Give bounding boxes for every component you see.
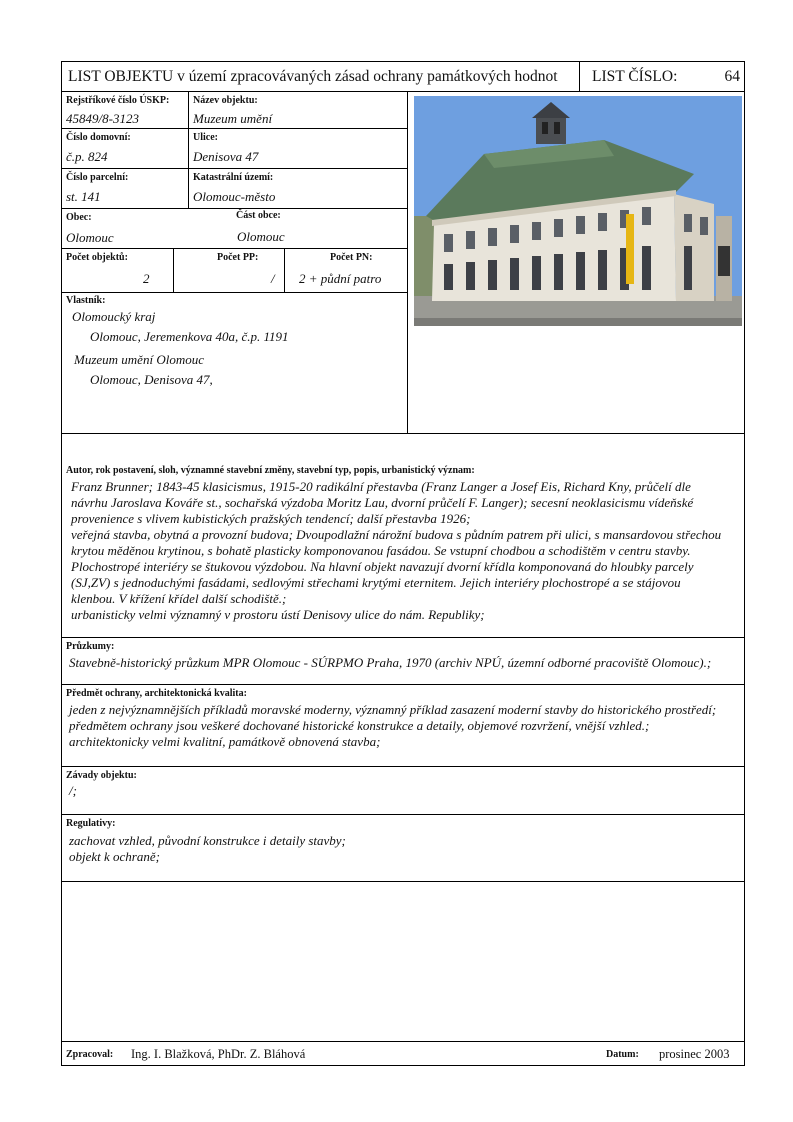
house-number-value: č.p. 824: [66, 149, 108, 164]
divider: [62, 684, 744, 685]
pp-count-label: Počet PP:: [217, 252, 259, 263]
divider: [62, 433, 744, 434]
sheet-title: LIST OBJEKTU v území zpracovávaných zásad ochrany památkových hodnot: [68, 68, 558, 85]
divider: [62, 1041, 744, 1042]
municipality-label: Obec:: [66, 212, 92, 223]
parcel-value: st. 141: [66, 189, 101, 204]
author-label: Autor, rok postavení, sloh, významné stavební změny, stavební typ, popis, urbanistický význam:: [66, 465, 475, 476]
building-photo: [414, 96, 742, 326]
registry-value: 45849/8-3123: [66, 111, 139, 126]
cadastre-label: Katastrální území:: [193, 172, 274, 183]
pp-count-value: /: [271, 271, 275, 286]
owner-line: Olomoucký kraj: [72, 309, 156, 324]
survey-text: Stavebně-historický průzkum MPR Olomouc - SÚRPMO Praha, 1970 (archiv NPÚ, územní odborné pracoviště Olomouc).;: [69, 655, 712, 670]
owner-label: Vlastník:: [66, 295, 106, 306]
sheet-number: 64: [724, 68, 740, 85]
house-number-label: Číslo domovní:: [66, 132, 131, 143]
street-value: Denisova 47: [193, 149, 259, 164]
divider: [62, 128, 407, 129]
divider: [62, 91, 744, 92]
divider: [62, 637, 744, 638]
protection-label: Předmět ochrany, architektonická kvalita:: [66, 688, 247, 699]
regulations-text: zachovat vzhled, původní konstrukce i detaily stavby; objekt k ochraně;: [69, 833, 346, 864]
protection-text: jeden z nejvýznamnějších příkladů moravské moderny, významný příklad zasazení moderní stavby do historického prostředí; předmětem ochrany jsou veškeré dochované historické konstrukce a detaily, objemové rozvržení, vnější vzhled.; architektonicky velmi kvalitní, památkově obnovená stavba;: [69, 702, 717, 749]
district-value: Olomouc: [237, 229, 285, 244]
registry-label: Rejstříkové číslo ÚSKP:: [66, 95, 170, 106]
owner-line: Olomouc, Jeremenkova 40a, č.p. 1191: [90, 329, 289, 344]
building-photo-drawing: [414, 96, 742, 326]
date-value: prosinec 2003: [659, 1047, 730, 1061]
defects-text: /;: [69, 783, 77, 798]
regulations-label: Regulativy:: [66, 818, 116, 829]
objects-count-value: 2: [143, 271, 150, 286]
name-label: Název objektu:: [193, 95, 258, 106]
divider: [62, 766, 744, 767]
divider: [284, 248, 285, 292]
divider: [188, 91, 189, 209]
object-sheet-form: [61, 61, 745, 1066]
district-label: Část obce:: [236, 210, 281, 221]
municipality-value: Olomouc: [66, 230, 114, 245]
prepared-by-value: Ing. I. Blažková, PhDr. Z. Bláhová: [131, 1047, 306, 1061]
street-label: Ulice:: [193, 132, 218, 143]
divider: [62, 168, 407, 169]
parcel-label: Číslo parcelní:: [66, 172, 129, 183]
prepared-by-label: Zpracoval:: [66, 1049, 114, 1060]
divider: [62, 248, 407, 249]
divider: [62, 292, 407, 293]
sheet-number-label: LIST ČÍSLO:: [592, 68, 678, 85]
objects-count-label: Počet objektů:: [66, 252, 128, 263]
survey-label: Průzkumy:: [66, 641, 115, 652]
divider: [407, 91, 408, 433]
pn-count-label: Počet PN:: [330, 252, 373, 263]
owner-line: Muzeum umění Olomouc: [74, 352, 204, 367]
owner-line: Olomouc, Denisova 47,: [90, 372, 213, 387]
defects-label: Závady objektu:: [66, 770, 137, 781]
divider: [62, 881, 744, 882]
divider: [173, 248, 174, 292]
divider: [579, 62, 580, 91]
divider: [62, 208, 407, 209]
date-label: Datum:: [606, 1049, 639, 1060]
divider: [62, 814, 744, 815]
name-value: Muzeum umění: [193, 111, 273, 126]
pn-count-value: 2 + půdní patro: [299, 271, 382, 286]
author-description: Franz Brunner; 1843-45 klasicismus, 1915-20 radikální přestavba (Franz Langer a Josef Eis, Richard Kny, průčelí dle návrhu Jaroslava Kováře st., sochařská výzdoba Moritz Lau, dvorní průčelí F. Langer); secesní neoklasicismu vídeňské provenience s vlivem kubistických pražských tendencí; další přestavba 1926; veřejná stavba, obytná a provozní budova; Dvoupodlažní nárožní budova s půdním patrem při ulici, s mansardovou střechou krytou měděnou krytinou, s bohatě plasticky komponovanou fasádou. Se vstupní chodbou a schodištěm v centru stavby. Plochostropé interiéry se štukovou výzdobou. Na hlavní objekt navazují dvorní křídla komponovaná do hloubky parcely (SJ,ZV) s jednoduchými fasádami, sedlovými střechami krytými eternitem. Jejich interiéry plochostropé a se stájovou klenbou. V křížení křídel další schodiště.; urbanisticky velmi významný v prostoru ústí Denisovy ulice do nám. Republiky;: [71, 479, 722, 622]
cadastre-value: Olomouc-město: [193, 189, 276, 204]
